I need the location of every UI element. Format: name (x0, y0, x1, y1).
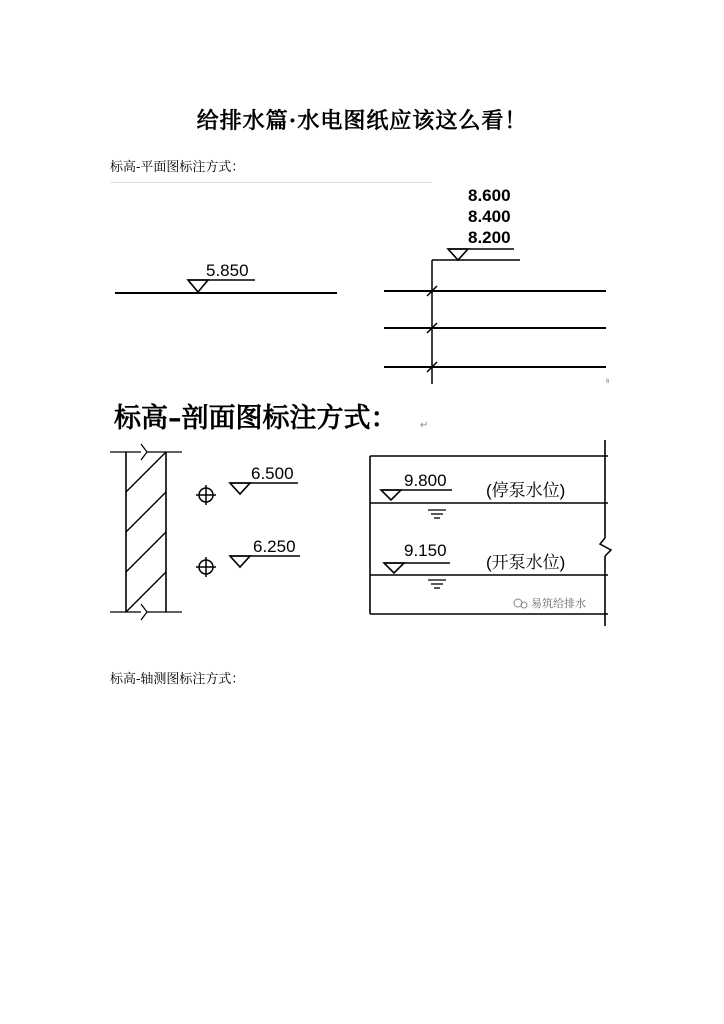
water-level-note-start: (开泵水位) (486, 553, 566, 572)
wall-elevation-upper (196, 464, 298, 505)
elevation-label-5850: 5.850 (206, 261, 249, 280)
return-mark: ↵ (420, 420, 429, 431)
corner-mark: 6 (606, 379, 610, 385)
caption-plan-elevation: 标高-平面图标注方式： (110, 160, 245, 175)
caption-axonometric-elevation: 标高-轴测图标注方式： (110, 672, 245, 687)
wall-section (110, 444, 182, 652)
elevation-label-8400: 8.400 (468, 207, 511, 226)
elevation-label-9800: 9.800 (404, 471, 447, 490)
water-level-note-stop: (停泵水位) (486, 481, 566, 500)
elevation-label-6500: 6.500 (251, 464, 294, 483)
plan-single-elevation (115, 261, 337, 293)
elevation-label-9150: 9.150 (404, 541, 447, 560)
water-level-start-pump (384, 541, 565, 588)
watermark-text: 易筑给排水 (531, 597, 586, 610)
elevation-label-8200: 8.200 (468, 228, 511, 247)
watermark (514, 596, 586, 610)
water-level-stop-pump (381, 471, 565, 518)
wall-elevation-lower (196, 537, 300, 577)
page-title: 给排水篇·水电图纸应该这么看！ (196, 108, 528, 134)
elevation-label-6250: 6.250 (253, 537, 296, 556)
elevation-label-8600: 8.600 (468, 186, 511, 205)
plan-stacked-elevations (384, 186, 610, 385)
section-heading: 标高–剖面图标注方式： (114, 403, 398, 434)
